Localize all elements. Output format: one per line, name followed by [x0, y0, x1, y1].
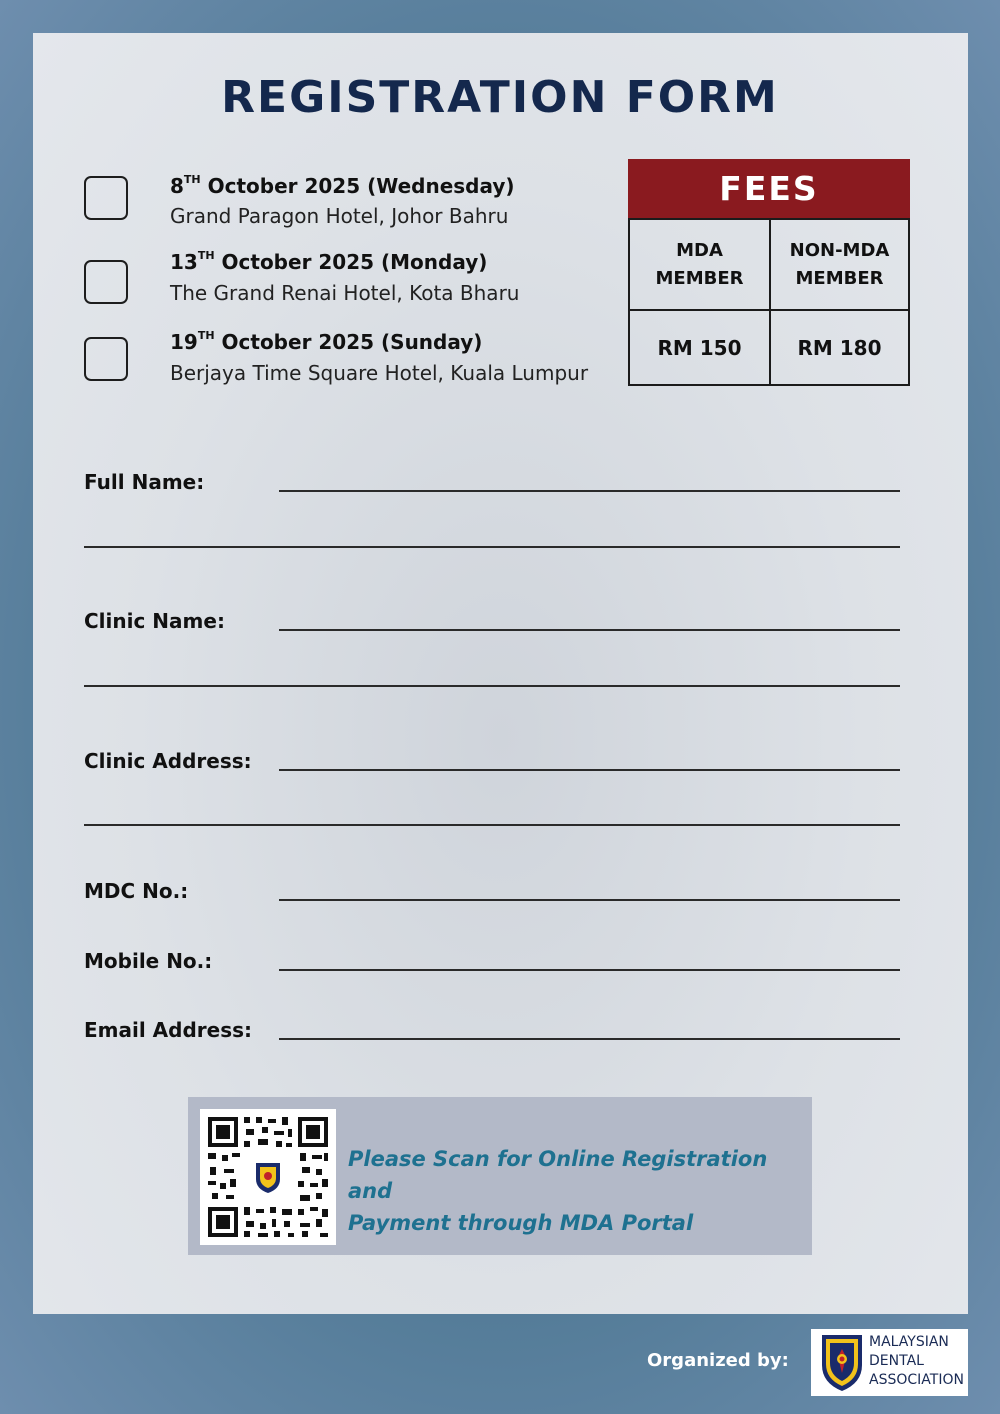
full-name-field[interactable]	[279, 490, 900, 492]
organized-by-label: Organized by:	[647, 1350, 789, 1371]
clinic-address-field[interactable]	[279, 769, 900, 771]
clinic-name-label: Clinic Name:	[84, 609, 225, 633]
qr-code[interactable]	[200, 1109, 336, 1245]
session-3-date: 19TH October 2025 (Sunday)	[170, 329, 483, 354]
qr-code-icon	[200, 1109, 336, 1245]
session-3-checkbox[interactable]	[84, 337, 128, 381]
clinic-name-field-line-2[interactable]	[84, 685, 900, 687]
form-title: REGISTRATION FORM	[221, 72, 779, 123]
fees-member-price: RM 150	[657, 335, 742, 360]
full-name-field-line-2[interactable]	[84, 546, 900, 548]
fees-header: FEES	[628, 159, 910, 218]
clinic-address-label: Clinic Address:	[84, 749, 252, 773]
mda-logo	[811, 1329, 968, 1396]
qr-instruction-text: Please Scan for Online Registration and Payment through MDA Portal	[348, 1147, 768, 1235]
clinic-address-field-line-2[interactable]	[84, 824, 900, 826]
mdc-no-label: MDC No.:	[84, 879, 189, 903]
qr-panel	[188, 1097, 812, 1255]
session-1-venue: Grand Paragon Hotel, Johor Bahru	[170, 204, 509, 228]
mda-name-text: MALAYSIAN DENTAL ASSOCIATION	[869, 1334, 964, 1388]
fees-non-member-price: RM 180	[797, 335, 882, 360]
email-label: Email Address:	[84, 1018, 253, 1042]
fees-table	[628, 159, 910, 386]
fees-member-header: MDA MEMBER	[655, 239, 744, 289]
mobile-no-field[interactable]	[279, 969, 900, 971]
session-2-checkbox[interactable]	[84, 260, 128, 304]
mdc-no-field[interactable]	[279, 899, 900, 901]
full-name-label: Full Name:	[84, 470, 205, 494]
session-1-checkbox[interactable]	[84, 176, 128, 220]
fees-non-member-header: NON-MDA MEMBER	[789, 239, 890, 289]
session-2-venue: The Grand Renai Hotel, Kota Bharu	[170, 281, 520, 305]
clinic-name-field[interactable]	[279, 629, 900, 631]
session-2-date: 13TH October 2025 (Monday)	[170, 249, 488, 274]
mobile-no-label: Mobile No.:	[84, 949, 213, 973]
email-field[interactable]	[279, 1038, 900, 1040]
mda-shield-icon	[815, 1329, 869, 1396]
session-3-venue: Berjaya Time Square Hotel, Kuala Lumpur	[170, 361, 589, 385]
fees-grid	[628, 218, 910, 386]
session-1-date: 8TH October 2025 (Wednesday)	[170, 173, 515, 198]
